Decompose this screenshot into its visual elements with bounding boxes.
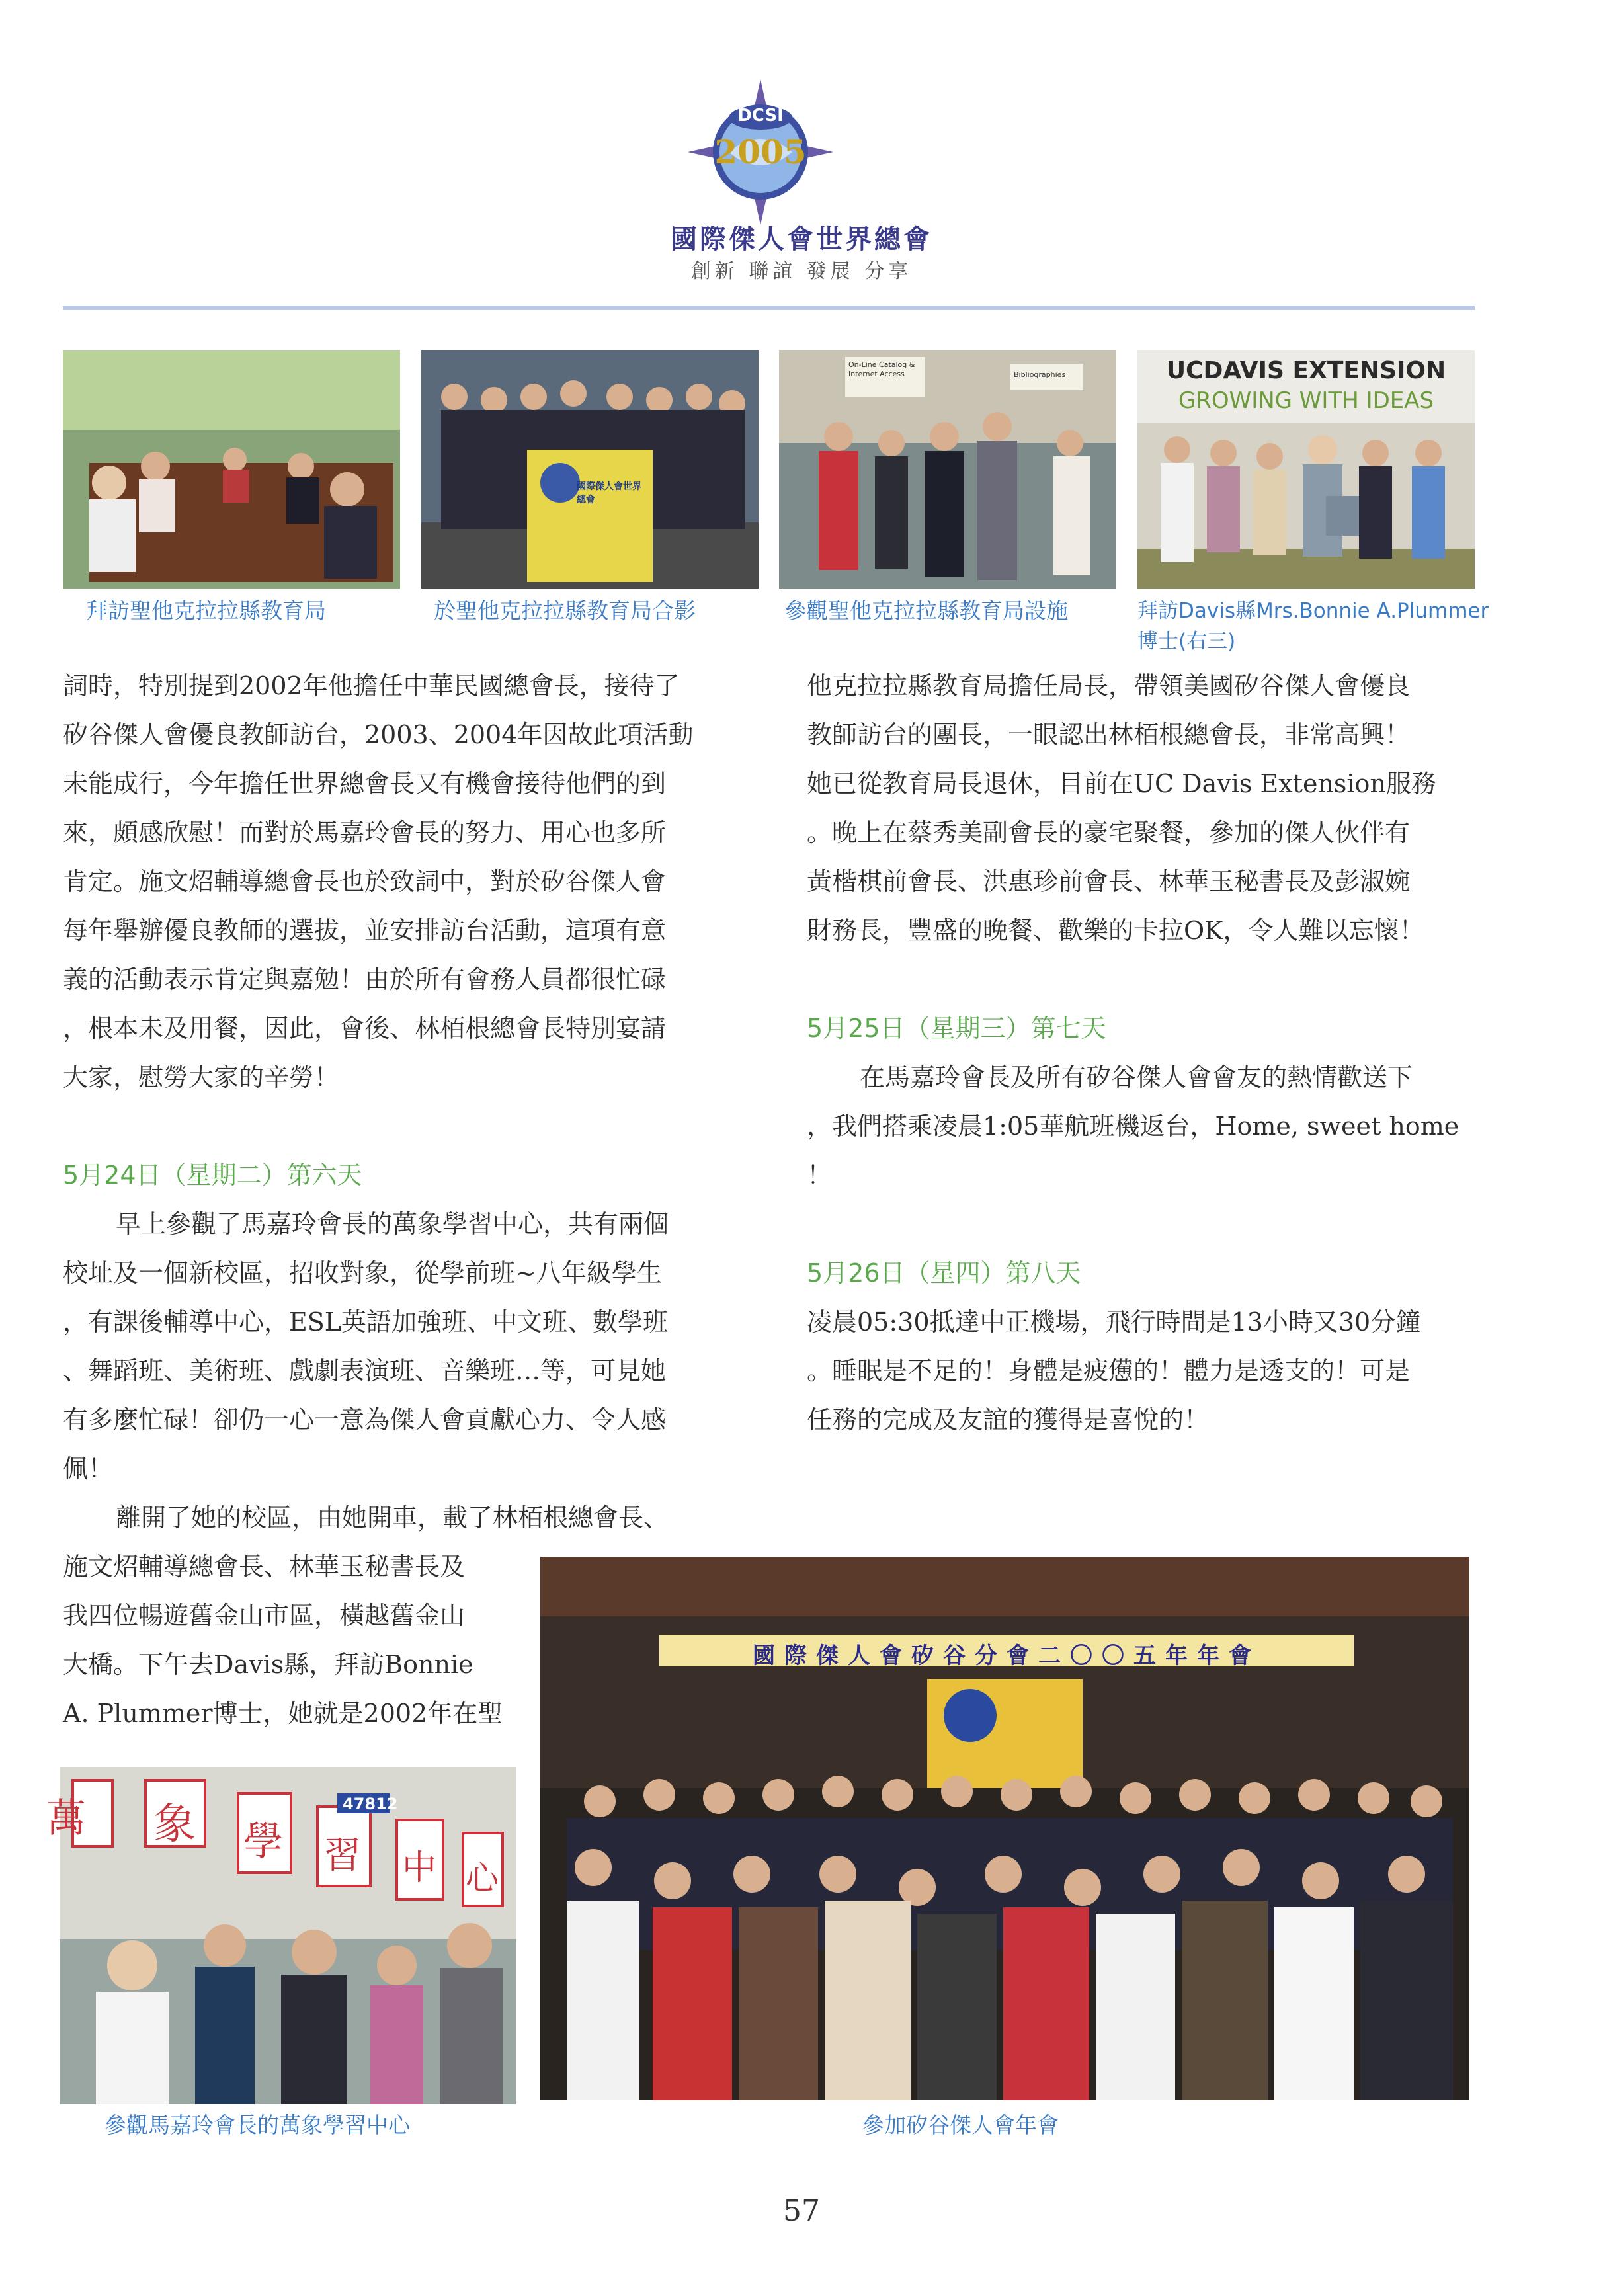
text-line: 凌晨05:30抵達中正機場，飛行時間是13小時又30分鐘 (807, 1307, 1421, 1336)
text-line: 大家，慰勞大家的辛勞！ (63, 1063, 340, 1092)
org-motto: 創新 聯誼 發展 分享 (690, 260, 913, 283)
page-number: 57 (783, 2194, 820, 2228)
text-line: 任務的完成及友誼的獲得是喜悅的！ (807, 1405, 1210, 1434)
caption-meeting-room: 拜訪聖他克拉拉縣教育局 (86, 598, 326, 624)
text-line: 。晚上在蔡秀美副會長的豪宅聚餐，參加的傑人伙伴有 (807, 818, 1411, 847)
text-line: 財務長，豐盛的晚餐、歡樂的卡拉OK，令人難以忘懷！ (807, 916, 1424, 945)
text-line: ，我們搭乘凌晨1:05華航班機返台，Home, sweet home (807, 1112, 1459, 1141)
text-line: 他克拉拉縣教育局擔任局長，帶領美國矽谷傑人會優良 (807, 671, 1411, 700)
caption-uc-davis-1: 拜訪Davis縣Mrs.Bonnie A.Plummer (1137, 599, 1489, 623)
sign-char-1: 萬 (46, 1795, 86, 1842)
text-line: 大橋。下午去Davis縣，拜訪Bonnie (63, 1650, 473, 1679)
text-line: 她已從教育局長退休，目前在UC Davis Extension服務 (807, 769, 1436, 798)
text-line: 我四位暢遊舊金山市區，橫越舊金山 (63, 1601, 466, 1630)
photo-meeting-room (63, 350, 400, 589)
text-line: 。睡眠是不足的！身體是疲憊的！體力是透支的！可是 (807, 1356, 1411, 1385)
flag-banner-text: 國際傑人會世界總會 (577, 481, 641, 505)
text-line: 肯定。施文炤輔導總會長也於致詞中，對於矽谷傑人會 (63, 867, 667, 896)
text-line: 詞時，特別提到2002年他擔任中華民國總會長，接待了 (63, 671, 680, 700)
dcsi-2005-logo (688, 79, 833, 225)
day8-heading: 5月26日（星四）第八天 (807, 1258, 1081, 1288)
text-line: 黃楷棋前會長、洪惠珍前會長、林華玉秘書長及彭淑婉 (807, 867, 1411, 896)
text-line: 離開了她的校區，由她開車，載了林栢根總會長、 (116, 1503, 669, 1532)
photo-learning-center (46, 1767, 516, 2104)
text-line: 施文炤輔導總會長、林華玉秘書長及 (63, 1552, 466, 1581)
org-name: 國際傑人會世界總會 (671, 224, 932, 255)
text-line: A. Plummer博士，她就是2002年在聖 (63, 1699, 503, 1728)
photo-uc-davis (1137, 350, 1475, 589)
sign-char-5: 中 (402, 1848, 437, 1888)
text-line: 教師訪台的團長，一眼認出林栢根總會長，非常高興！ (807, 720, 1411, 749)
facility-sign-catalog: On-Line Catalog & Internet Access (848, 360, 915, 378)
text-line: 校址及一個新校區，招收對象，從學前班~八年級學生 (63, 1258, 662, 1288)
logo-year-text: 2005 (714, 132, 807, 171)
right-column (807, 661, 1475, 1444)
text-line: 有多麼忙碌！卻仍一心一意為傑人會貢獻心力、令人感 (63, 1405, 667, 1434)
caption-facility-tour: 參觀聖他克拉拉縣教育局設施 (784, 598, 1068, 624)
sign-char-6: 心 (466, 1859, 499, 1897)
text-line: 未能成行，今年擔任世界總會長又有機會接待他們的到 (63, 769, 667, 798)
photo-annual-meeting (540, 1557, 1469, 2100)
text-line: 來，頗感欣慰！而對於馬嘉玲會長的努力、用心也多所 (63, 818, 667, 847)
text-line: 每年舉辦優良教師的選拔，並安排訪台活動，這項有意 (63, 916, 667, 945)
caption-annual-meeting: 參加矽谷傑人會年會 (862, 2112, 1059, 2138)
sign-char-3: 學 (243, 1819, 283, 1865)
annual-meeting-banner: 國際傑人會矽谷分會二〇〇五年年會 (753, 1643, 1260, 1669)
header-divider (63, 306, 1475, 310)
text-line: 在馬嘉玲會長及所有矽谷傑人會會友的熱情歡送下 (860, 1063, 1413, 1092)
text-line: 、舞蹈班、美術班、戲劇表演班、音樂班…等，可見她 (63, 1356, 667, 1385)
text-line: 早上參觀了馬嘉玲會長的萬象學習中心，共有兩個 (116, 1210, 669, 1239)
photo-group-flag (421, 350, 759, 589)
text-line: ，有課後輔導中心，ESL英語加強班、中文班、數學班 (63, 1307, 669, 1336)
text-line: 義的活動表示肯定與嘉勉！由於所有會務人員都很忙碌 (63, 965, 667, 994)
address-plate: 47812 (343, 1795, 398, 1813)
facility-sign-bibliographies: Bibliographies (1014, 370, 1066, 379)
photo-facility-tour (779, 350, 1116, 589)
text-line: 佩！ (63, 1454, 114, 1483)
text-line: ，根本未及用餐，因此，會後、林栢根總會長特別宴請 (63, 1014, 667, 1043)
uc-davis-sign-line2: GROWING WITH IDEAS (1178, 388, 1434, 414)
sign-char-2: 象 (153, 1800, 196, 1849)
uc-davis-sign-line1: UCDAVIS EXTENSION (1166, 357, 1446, 384)
caption-uc-davis-2: 博士(右三) (1137, 630, 1236, 653)
text-line: 矽谷傑人會優良教師訪台，2003、2004年因故此項活動 (63, 720, 694, 749)
caption-learning-center: 參觀馬嘉玲會長的萬象學習中心 (104, 2112, 410, 2138)
text-line: ！ (807, 1161, 833, 1190)
day6-heading: 5月24日（星期二）第六天 (63, 1161, 362, 1190)
logo-dcsi-text: DCSI (737, 106, 784, 126)
caption-group-flag: 於聖他克拉拉縣教育局合影 (434, 598, 696, 624)
day7-heading: 5月25日（星期三）第七天 (807, 1014, 1106, 1043)
sign-char-4: 習 (324, 1834, 361, 1877)
